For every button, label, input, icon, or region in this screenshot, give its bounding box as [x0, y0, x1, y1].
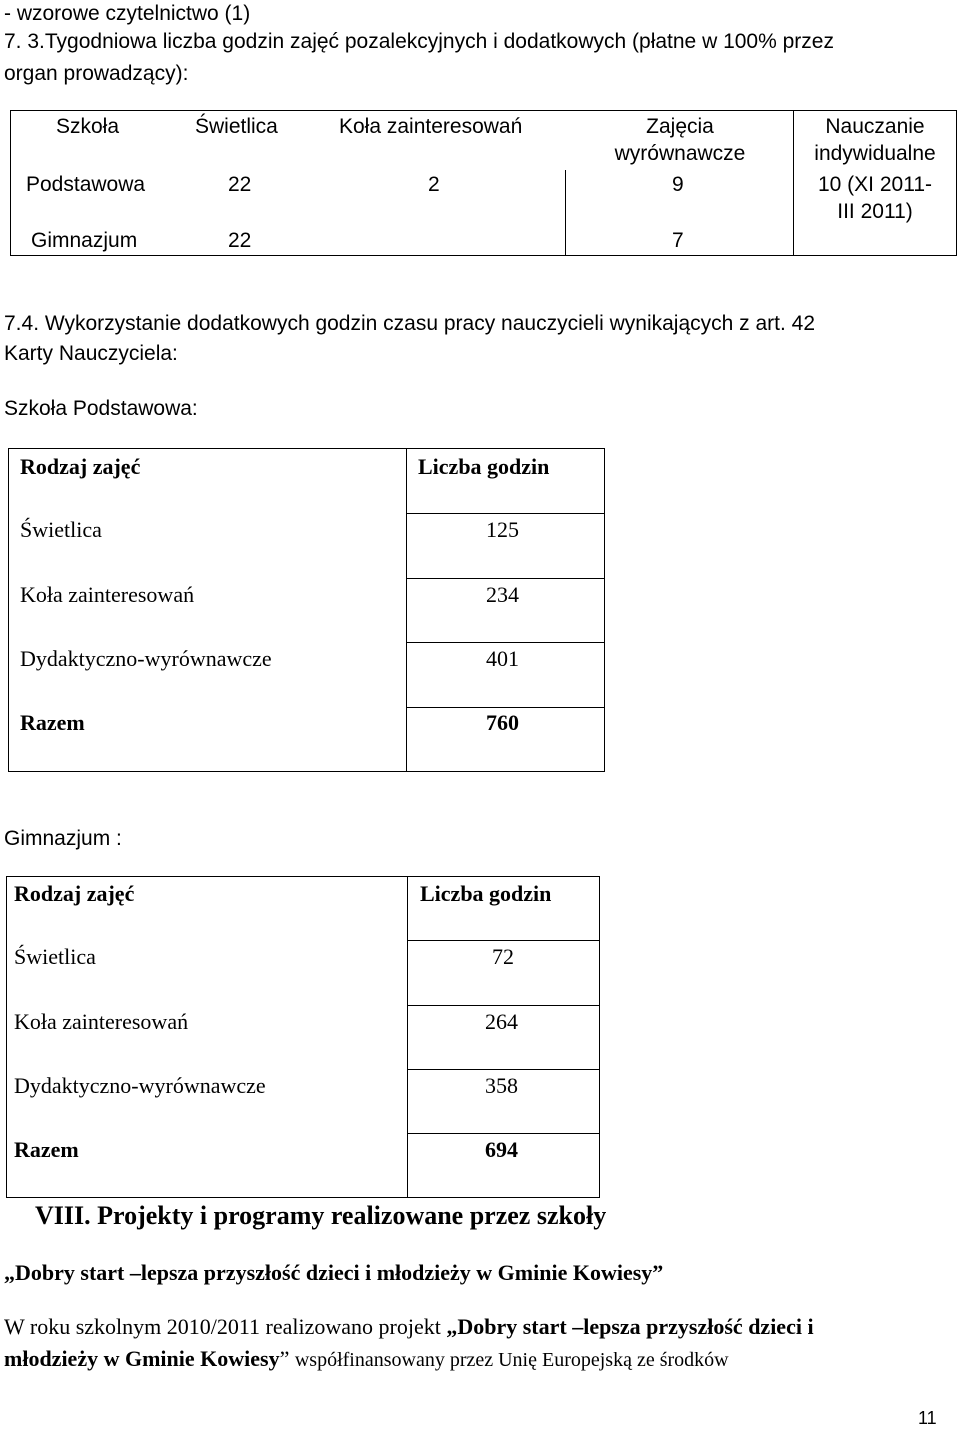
t1-row1-kola: 2: [428, 173, 440, 196]
t1-row1-nauczanie: 10 (XI 2011-: [817, 173, 932, 196]
project-paragraph-line-2: [4, 1346, 729, 1373]
intro-line-3: organ prowadzący):: [4, 62, 189, 85]
t3-row-value: 72: [492, 944, 514, 969]
t1-row2-zajecia: 7: [672, 229, 684, 252]
weekly-hours-table: [10, 110, 957, 256]
closing-quote: ”: [279, 1346, 295, 1371]
t2-row-value: 401: [486, 646, 519, 671]
t1-header-zajecia: Zajęcia: [646, 115, 714, 138]
t3-row-label: Dydaktyczno-wyrównawcze: [14, 1073, 266, 1098]
szkola-podstawowa-heading: Szkoła Podstawowa:: [4, 397, 198, 420]
t3-row-value: 264: [485, 1009, 518, 1034]
project-name-cont: młodzieży w Gminie Kowiesy: [4, 1346, 280, 1371]
t1-row1-zajecia: 9: [672, 173, 684, 196]
t3-row-value: 358: [485, 1073, 518, 1098]
t3-row-label: Świetlica: [14, 944, 96, 969]
t2-header-liczba: Liczba godzin: [418, 454, 550, 479]
t3-total-label: Razem: [14, 1137, 79, 1162]
t1-row2-label: Gimnazjum: [31, 229, 138, 252]
t3-total-value: 694: [485, 1137, 518, 1162]
t1-row2-swietlica: 22: [228, 229, 252, 252]
t1-row1-swietlica: 22: [228, 173, 252, 196]
t1-header-indywidualne: indywidualne: [814, 142, 936, 165]
t3-header-rodzaj: Rodzaj zajęć: [14, 881, 135, 906]
t1-header-nauczanie: Nauczanie: [825, 115, 925, 138]
t3-header-liczba: Liczba godzin: [420, 881, 552, 906]
t2-row-value: 234: [486, 582, 519, 607]
t2-row-label: Koła zainteresowań: [20, 582, 195, 607]
t2-total-label: Razem: [20, 710, 85, 735]
t2-row-label: Świetlica: [20, 517, 102, 542]
page-number: 11: [918, 1408, 937, 1428]
t1-row1-label: Podstawowa: [26, 173, 146, 196]
gymnasium-hours-table: [6, 876, 600, 1198]
t1-row1-nauczanie-cont: III 2011): [837, 200, 913, 223]
project-title: „Dobry start –lepsza przyszłość dzieci i młodzieży w Gminie Kowiesy”: [4, 1260, 664, 1285]
t1-header-szkola: Szkoła: [56, 115, 120, 138]
t2-row-label: Dydaktyczno-wyrównawcze: [20, 646, 272, 671]
primary-school-hours-table: [8, 448, 605, 772]
t1-header-kola: Koła zainteresowań: [339, 115, 523, 138]
section-74-line-1: 7.4. Wykorzystanie dodatkowych godzin czasu pracy nauczycieli wynikających z art. 42: [4, 312, 816, 335]
section-viii-heading: VIII. Projekty i programy realizowane przez szkoły: [35, 1201, 607, 1230]
intro-line-1: - wzorowe czytelnictwo (1): [4, 2, 251, 25]
t3-row-label: Koła zainteresowań: [14, 1009, 189, 1034]
project-name: „Dobry start –lepsza przyszłość dzieci i: [446, 1314, 814, 1339]
section-74-line-2: Karty Nauczyciela:: [4, 342, 178, 365]
t2-row-value: 125: [486, 517, 519, 542]
t2-header-rodzaj: Rodzaj zajęć: [20, 454, 141, 479]
paragraph-text: W roku szkolnym 2010/2011 realizowano projekt: [4, 1314, 447, 1339]
t2-total-value: 760: [486, 710, 519, 735]
t1-header-swietlica: Świetlica: [195, 115, 278, 138]
paragraph-text-cont: współfinansowany przez Unię Europejską ze środków: [294, 1349, 729, 1371]
gimnazjum-heading: Gimnazjum :: [4, 827, 122, 850]
t1-header-wyrownawcze: wyrównawcze: [614, 142, 746, 165]
intro-line-2: 7. 3.Tygodniowa liczba godzin zajęć pozalekcyjnych i dodatkowych (płatne w 100% przez: [4, 30, 834, 53]
project-paragraph-line-1: [4, 1314, 814, 1340]
